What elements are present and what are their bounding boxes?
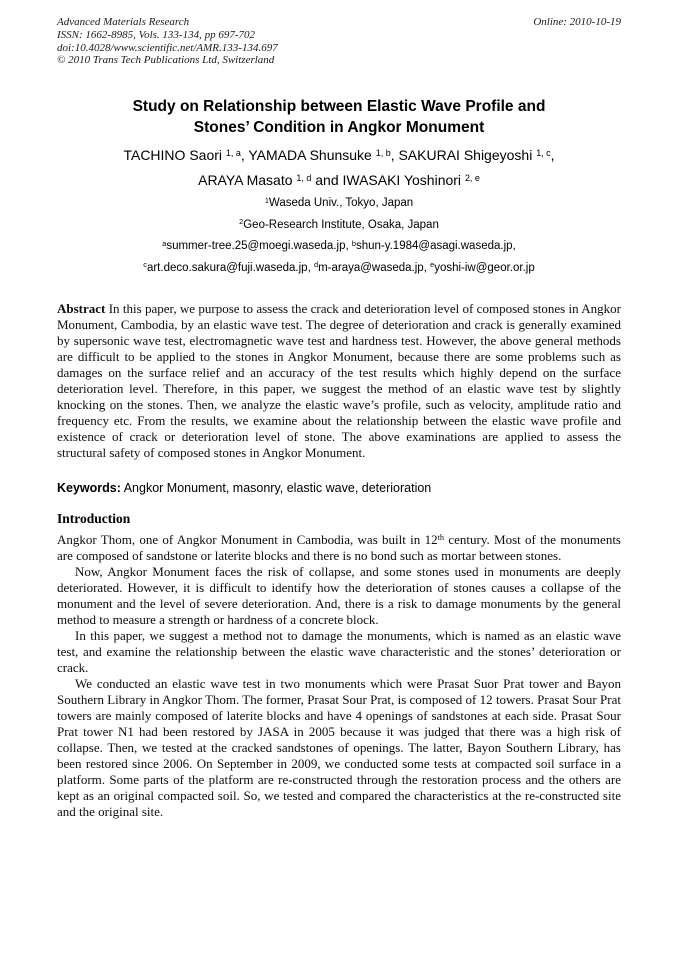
affiliation-mark: 1 xyxy=(264,195,269,205)
email-mark: d xyxy=(313,260,319,270)
intro-paragraph-4: We conducted an elastic wave test in two monuments which were Prasat Suor Prat tower and Bayon Southern Library in Angkor Thom. The former, Prasat Sour Prat, is composed of 12 towers. Prasat Sour Prat towers are mainly composed of laterite blocks and have 4 openings of sandstones at each side. Prasat Sour Prat tower N1 had been restored by JASA in 2005 because it was judged that there was a high risk of collapse. Then, we tested at the cracked sandstones of openings. The latter, Bayon Southern Library, has been restored since 2006. On September in 2009, we conducted some tests at compacted soil surface in a platform. Some parts of the platform are re-constructed through the restoration process and the others are kept as an original compacted soil. So, we tested and compared the characteristics at the re-constructed site and the original site. xyxy=(57,676,621,820)
journal-copyright-line: © 2010 Trans Tech Publications Ltd, Switzerland xyxy=(57,54,275,67)
abstract-paragraph xyxy=(57,301,621,461)
email-address: shun-y.1984@asagi.waseda.jp, xyxy=(355,240,516,253)
email-mark: a xyxy=(162,238,167,248)
email-address: yoshi-iw@geor.or.jp xyxy=(434,261,535,274)
journal-info-block xyxy=(57,16,278,67)
author-affil-mark: 2, e xyxy=(464,172,480,183)
affiliation-list xyxy=(57,193,621,236)
section-heading-introduction: Introduction xyxy=(57,511,131,527)
intro-p1-text: Angkor Thom, one of Angkor Monument in Cambodia, was built in 12 xyxy=(57,532,438,548)
author-affil-mark: 1, b xyxy=(375,147,391,158)
paper-title-line-2: Stones’ Condition in Angkor Monument xyxy=(193,119,485,137)
intro-paragraph-1 xyxy=(57,532,621,564)
affiliation-text: Geo-Research Institute, Osaka, Japan xyxy=(243,218,439,231)
intro-p1-text-after: century. Most of the monuments are composed of sandstone or laterite blocks and there is no bond such as mortar between stones. xyxy=(57,532,621,564)
author-name: TACHINO Saori xyxy=(123,147,226,164)
author-affil-mark: 1, a xyxy=(225,147,241,158)
email-mark: e xyxy=(430,260,435,270)
email-mark: b xyxy=(351,238,356,248)
affiliation-text: Waseda Univ., Tokyo, Japan xyxy=(268,197,414,210)
email-line-1 xyxy=(57,236,621,258)
author-separator: , xyxy=(550,147,555,164)
author-name: SAKURAI Shigeyoshi xyxy=(398,147,537,164)
author-affil-mark: 1, c xyxy=(536,147,551,158)
intro-paragraph-2: Now, Angkor Monument faces the risk of collapse, and some stones used in monuments are deeply deteriorated. However, it is difficult to identify how the deterioration of stones causes a collapse of the monument and the level of severe deterioration. And, there is a risk to damage monuments by the general method to measure a strength or hardness of a concrete block. xyxy=(57,564,621,628)
author-name: ARAYA Masato xyxy=(198,172,297,189)
author-line-2 xyxy=(57,168,621,193)
author-affil-mark: 1, d xyxy=(296,172,312,183)
journal-doi-line: doi:10.4028/www.scientific.net/AMR.133-134.697 xyxy=(57,41,278,54)
author-list xyxy=(57,143,621,193)
paper-title-line-1: Study on Relationship between Elastic Wave Profile and xyxy=(132,98,546,116)
ordinal-superscript: th xyxy=(437,533,445,543)
email-mark: c xyxy=(143,260,147,270)
paper-title xyxy=(57,96,621,138)
email-line-2 xyxy=(57,258,621,280)
email-list xyxy=(57,236,621,279)
email-address: m-araya@waseda.jp, xyxy=(318,261,431,274)
keywords-line xyxy=(57,480,621,496)
author-separator: and xyxy=(311,172,343,189)
affiliation-2 xyxy=(57,215,621,237)
journal-name: Advanced Materials Research xyxy=(57,16,190,28)
journal-header xyxy=(57,16,621,67)
author-name: YAMADA Shunsuke xyxy=(248,147,376,164)
journal-issn-line: ISSN: 1662-8985, Vols. 133-134, pp 697-702 xyxy=(57,28,255,41)
author-separator: , xyxy=(240,147,249,164)
keywords-label: Keywords: xyxy=(57,481,121,496)
abstract-text: In this paper, we purpose to assess the crack and deterioration level of composed stones in Angkor Monument, Cambodia, by an elastic wave test. The degree of deterioration and crack is generally examined by supersonic wave test, electromagnetic wave test and hardness test. However, the above general methods are difficult to be applied to the stones in Angkor Monument, because there are some problems such as damages on the surface relief and an accuracy of the test results which highly depend on the surface deterioration level. Therefore, in this paper, we suggest the method of an elastic wave test by slightly knocking on the stones. Then, we analyze the elastic wave’s profile, such as velocity, amplitude ratio and frequency etc. From the results, we examine about the relationship between the elastic wave profile and existence of crack or deterioration level of stone. The above examinations are applied to assess the structural safety of composed stones in Angkor Monument. xyxy=(57,301,621,461)
online-date: Online: 2010-10-19 xyxy=(533,16,621,28)
affiliation-1 xyxy=(57,193,621,215)
intro-paragraph-3: In this paper, we suggest a method not to damage the monuments, which is named as an elastic wave test, and examine the relationship between the elastic wave characteristic and the stones’ deterioration or crack. xyxy=(57,628,621,676)
email-address: summer-tree.25@moegi.waseda.jp, xyxy=(166,240,352,253)
abstract-label: Abstract xyxy=(57,301,106,317)
affiliation-mark: 2 xyxy=(239,217,244,227)
keywords-text: Angkor Monument, masonry, elastic wave, deterioration xyxy=(123,481,432,496)
author-line-1 xyxy=(57,143,621,168)
author-separator: , xyxy=(390,147,399,164)
email-address: art.deco.sakura@fuji.waseda.jp, xyxy=(146,261,314,274)
author-name: IWASAKI Yoshinori xyxy=(342,172,465,189)
